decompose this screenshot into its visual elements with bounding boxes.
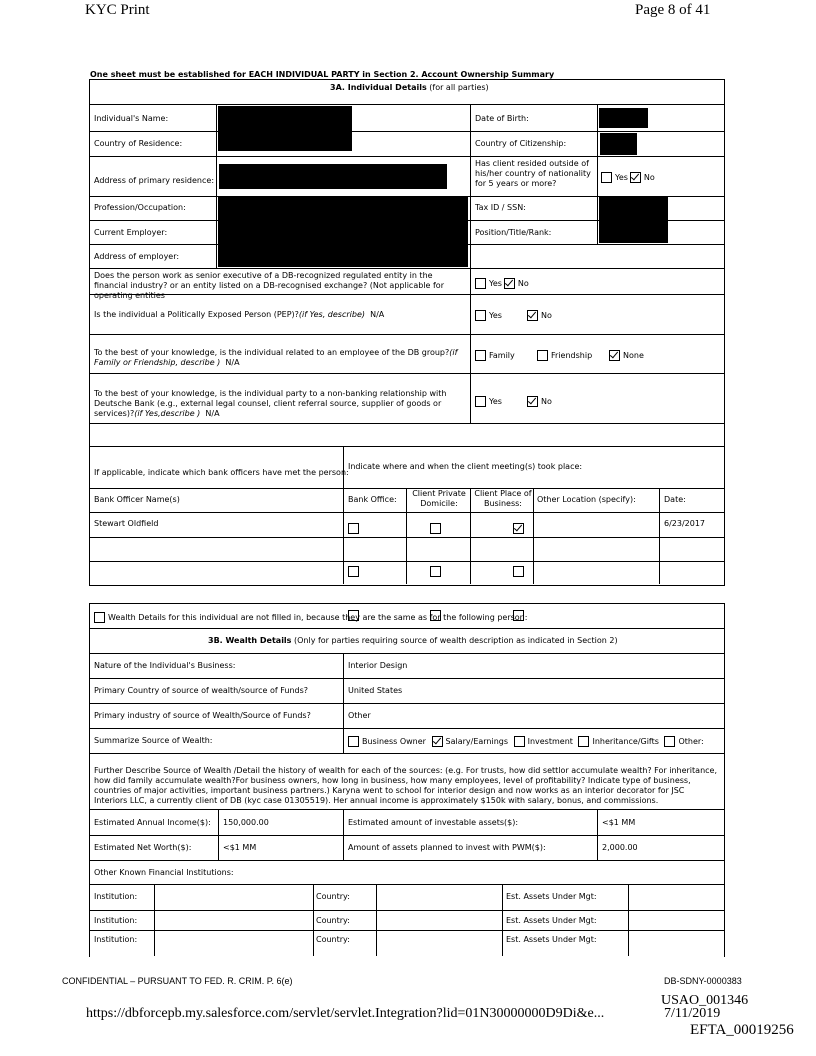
assets-col-label: Est. Assets Under Mgt:: [506, 916, 597, 925]
redacted-taxid-position: [599, 197, 668, 243]
table-row: [0, 19, 816, 38]
nature-label: Nature of the Individual's Business:: [94, 661, 236, 670]
col-officer: Bank Officer Name(s): [94, 495, 180, 504]
officer-name: Stewart Oldfield: [94, 519, 159, 528]
sources-row: Business Owner Salary/Earnings Investment Inheritance/Gifts Other:: [348, 736, 704, 747]
section-3b-title: 3B. Wealth Details (Only for parties requiring source of wealth description as indicated in Section 2): [208, 636, 618, 645]
office-checkbox[interactable]: [348, 523, 359, 534]
redacted-name: [218, 106, 352, 151]
usao-stamp: USAO_001346: [661, 993, 749, 1008]
source-salary-checkbox[interactable]: [432, 736, 443, 747]
business-checkbox[interactable]: [513, 523, 524, 534]
pwm-label: Amount of assets planned to invest with PWM($):: [348, 843, 546, 852]
source-other-checkbox[interactable]: [664, 736, 675, 747]
label-resided: Has client resided outside of his/her country of nationality for 5 years or more?: [475, 159, 591, 188]
pep-answer: Yes: [475, 310, 502, 321]
meeting-question: Indicate where and when the client meeting(s) took place:: [348, 462, 583, 471]
label-citizenship: Country of Citizenship:: [475, 139, 567, 148]
question-related: To the best of your knowledge, is the individual related to an employee of the DB group?(if Family or Friendship, describe ) N/A: [94, 348, 458, 367]
label-address: Address of primary residence:: [94, 176, 215, 185]
label-name: Individual's Name:: [94, 114, 169, 123]
domicile-checkbox[interactable]: [430, 523, 441, 534]
db-exec-yes-checkbox[interactable]: [475, 278, 486, 289]
print-date: 7/11/2019: [664, 1006, 721, 1021]
industry-value: Other: [348, 711, 371, 720]
related-none-checkbox[interactable]: [609, 350, 620, 361]
db-exec-answer: Yes No: [475, 278, 529, 289]
section-3a-title: 3A. Individual Details (for all parties): [330, 83, 489, 92]
related-family: Family: [475, 350, 515, 361]
income-label: Estimated Annual Income($):: [94, 818, 211, 827]
source-inheritance-checkbox[interactable]: [578, 736, 589, 747]
income-value: 150,000.00: [223, 818, 269, 827]
wealth-description: Further Describe Source of Wealth /Detail the history of wealth for each of the sources: (e.g. For trusts, how did settlor accumulate wealth? For inheritance, how did family accumulate wealth?For business owners, how long in business, how many employees, level of profitability? Indicate type of business, countries of major activities, important business partners.) Karyna went to school for interior design and now works as an interior decorator for JSC Interiors LLC, a currently client of DB (kyc case 01305519). Her annual income is approximately $150k with salary, bonus, and commissions.: [94, 766, 717, 805]
label-residence: Country of Residence:: [94, 139, 183, 148]
bates-number: DB-SDNY-0000383: [664, 976, 742, 986]
office-checkbox[interactable]: [348, 566, 359, 577]
intro-text: One sheet must be established for EACH INDIVIDUAL PARTY in Section 2. Account Ownership Summary: [90, 70, 555, 79]
question-nonbank: To the best of your knowledge, is the individual party to a non-banking relationship with Deutsche Bank (e.g., external legal counsel, client referral source, supplier of goods or services)?(if Yes,describe ) N/A: [94, 389, 447, 418]
country-value: United States: [348, 686, 403, 695]
domicile-checkbox[interactable]: [430, 566, 441, 577]
table-row: [0, 38, 816, 57]
resided-no-checkbox[interactable]: [630, 172, 641, 183]
label-taxid: Tax ID / SSN:: [475, 203, 526, 212]
institution-label: Institution:: [94, 892, 138, 901]
efta-stamp: EFTA_00019256: [690, 1022, 794, 1038]
col-other: Other Location (specify):: [537, 495, 636, 504]
country-label: Primary Country of source of wealth/source of Funds?: [94, 686, 309, 695]
related-friendship: Friendship: [537, 350, 592, 361]
redacted-dob: [599, 108, 648, 128]
officers-question: If applicable, indicate which bank officers have met the person:: [94, 468, 349, 477]
col-office: Bank Office:: [348, 495, 397, 504]
nature-value: Interior Design: [348, 661, 408, 670]
networth-value: <$1 MM: [223, 843, 257, 852]
label-position: Position/Title/Rank:: [475, 228, 552, 237]
business-checkbox[interactable]: [513, 566, 524, 577]
resided-answer: Yes No: [601, 172, 655, 183]
related-none: None: [609, 350, 644, 361]
nonbank-yes-checkbox[interactable]: [475, 396, 486, 407]
related-family-checkbox[interactable]: [475, 350, 486, 361]
redacted-address: [219, 164, 447, 189]
pep-no: No: [527, 310, 552, 321]
country-col-label: Country:: [316, 916, 350, 925]
print-title: KYC Print: [85, 2, 150, 18]
wealth-same-row: Wealth Details for this individual are not filled in, because they are the same as for the following person:: [94, 612, 527, 623]
label-employer: Current Employer:: [94, 228, 168, 237]
summary-label: Summarize Source of Wealth:: [94, 736, 213, 745]
pep-no-checkbox[interactable]: [527, 310, 538, 321]
redacted-profession-employer: [218, 197, 468, 267]
col-business: Client Place of Business:: [474, 489, 532, 508]
question-db-exec: Does the person work as senior executive of a DB-recognized regulated entity in the financial industry? or an entity listed on a DB-recognised exchange? (Not applicable for operating entities: [94, 271, 444, 300]
pep-yes-checkbox[interactable]: [475, 310, 486, 321]
col-domicile: Client Private Domicile:: [412, 489, 466, 508]
label-profession: Profession/Occupation:: [94, 203, 186, 212]
nonbank-answer: Yes: [475, 396, 502, 407]
country-col-label: Country:: [316, 935, 350, 944]
label-employer-address: Address of employer:: [94, 252, 180, 261]
nonbank-no: No: [527, 396, 552, 407]
wealth-same-checkbox[interactable]: [94, 612, 105, 623]
assets-col-label: Est. Assets Under Mgt:: [506, 935, 597, 944]
source-investment-checkbox[interactable]: [514, 736, 525, 747]
country-col-label: Country:: [316, 892, 350, 901]
source-business-owner-checkbox[interactable]: [348, 736, 359, 747]
confidential-notice: CONFIDENTIAL – PURSUANT TO FED. R. CRIM. P. 6(e): [62, 976, 293, 986]
col-date: Date:: [664, 495, 686, 504]
meeting-date: 6/23/2017: [664, 519, 706, 528]
question-pep: Is the individual a Politically Exposed Person (PEP)?(if Yes, describe) N/A: [94, 310, 385, 319]
other-institutions-label: Other Known Financial Institutions:: [94, 868, 234, 877]
db-exec-no-checkbox[interactable]: [504, 278, 515, 289]
related-friendship-checkbox[interactable]: [537, 350, 548, 361]
institution-label: Institution:: [94, 916, 138, 925]
redacted-citizenship: [600, 133, 637, 155]
assets-col-label: Est. Assets Under Mgt:: [506, 892, 597, 901]
industry-label: Primary industry of source of Wealth/Source of Funds?: [94, 711, 311, 720]
source-url[interactable]: https://dbforcepb.my.salesforce.com/servlet/servlet.Integration?lid=01N30000000D9Di&e...: [86, 1006, 605, 1021]
page-number: Page 8 of 41: [635, 2, 711, 18]
institution-label: Institution:: [94, 935, 138, 944]
label-dob: Date of Birth:: [475, 114, 529, 123]
investable-value: <$1 MM: [602, 818, 636, 827]
investable-label: Estimated amount of investable assets($):: [348, 818, 519, 827]
pwm-value: 2,000.00: [602, 843, 638, 852]
networth-label: Estimated Net Worth($):: [94, 843, 192, 852]
resided-yes-checkbox[interactable]: [601, 172, 612, 183]
nonbank-no-checkbox[interactable]: [527, 396, 538, 407]
